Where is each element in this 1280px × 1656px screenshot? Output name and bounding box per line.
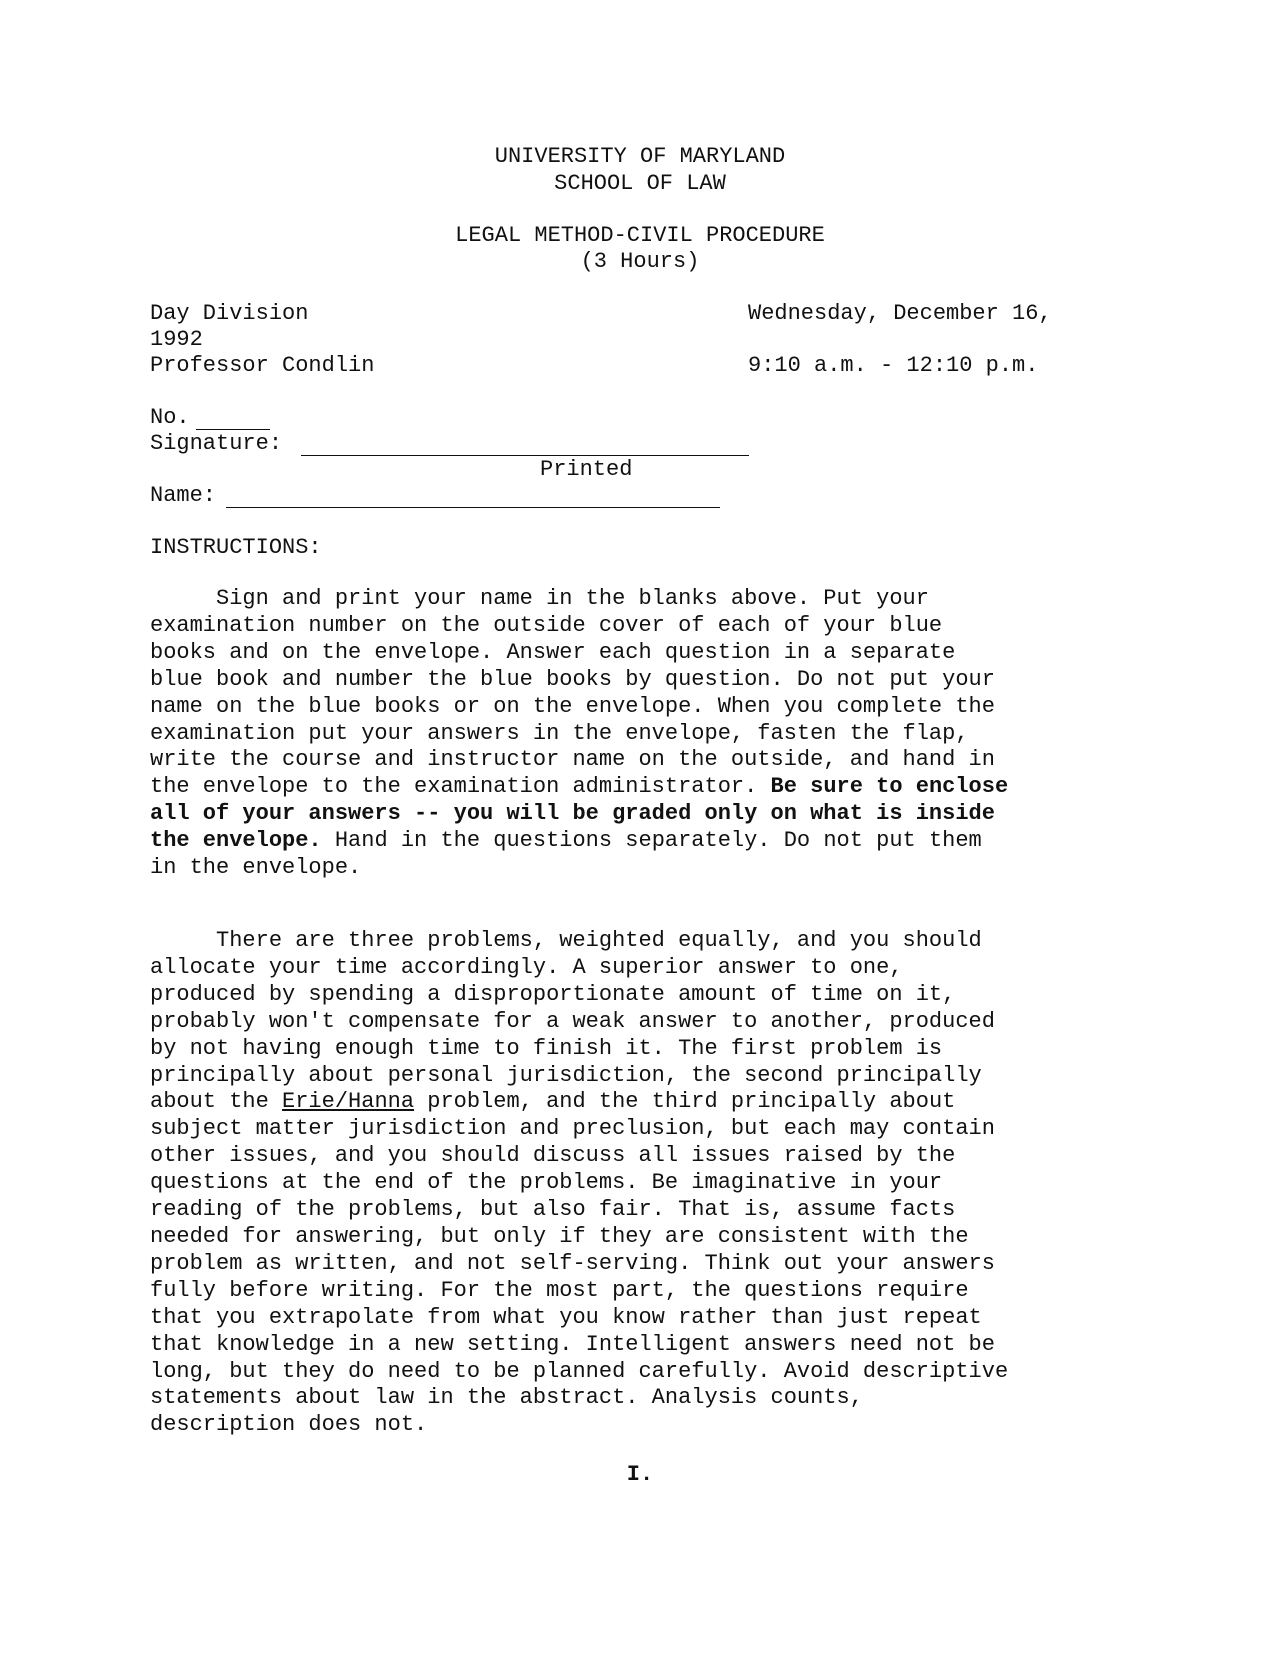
text-line: that you extrapolate from what you know rather than just repeat xyxy=(150,1304,982,1330)
exam-year: 1992 xyxy=(150,327,203,352)
text-line: problem, and the third principally about xyxy=(414,1089,956,1115)
text-line: name on the blue books or on the envelope. When you complete the xyxy=(150,693,995,719)
text-line: needed for answering, but only if they are consistent with the xyxy=(150,1223,969,1249)
exam-number-label: No. xyxy=(150,405,190,430)
section-number: I. xyxy=(626,1462,654,1487)
text-line: examination number on the outside cover of each of your blue xyxy=(150,612,943,638)
text-line: produced by spending a disproportionate amount of time on it, xyxy=(150,981,956,1007)
exam-date: Wednesday, December 16, xyxy=(748,301,1052,326)
bold-warning: the envelope. xyxy=(150,828,322,854)
text-line: statements about law in the abstract. Analysis counts, xyxy=(150,1385,863,1411)
instructions-paragraph-2 xyxy=(150,928,1140,1439)
text-line: other issues, and you should discuss all issues raised by the xyxy=(150,1143,956,1169)
text-line: fully before writing. For the most part, the questions require xyxy=(150,1277,969,1303)
signature-blank[interactable] xyxy=(301,455,749,456)
text-line: by not having enough time to finish it. The first problem is xyxy=(150,1035,943,1061)
text-line: write the course and instructor name on the outside, and hand in xyxy=(150,747,995,773)
text-line: questions at the end of the problems. Be imaginative in your xyxy=(150,1170,943,1196)
exam-duration: (3 Hours) xyxy=(580,249,700,274)
text-line: allocate your time accordingly. A superior answer to one, xyxy=(150,954,903,980)
text-line: reading of the problems, but also fair. That is, assume facts xyxy=(150,1197,956,1223)
text-line: probably won't compensate for a weak answer to another, produced xyxy=(150,1008,995,1034)
instructions-heading: INSTRUCTIONS: xyxy=(150,535,322,560)
text-line: that knowledge in a new setting. Intelligent answers need not be xyxy=(150,1331,995,1357)
text-line: blue book and number the blue books by question. Do not put your xyxy=(150,666,995,692)
name-label: Name: xyxy=(150,483,217,508)
printed-label: Printed xyxy=(540,457,633,482)
course-title: LEGAL METHOD-CIVIL PROCEDURE xyxy=(455,223,825,248)
school-name: SCHOOL OF LAW xyxy=(554,171,726,196)
text-line: description does not. xyxy=(150,1412,428,1438)
professor-name: Professor Condlin xyxy=(150,353,375,378)
bold-warning: all of your answers -- you will be graded only on what is inside xyxy=(150,801,995,827)
text-line: Sign and print your name in the blanks above. Put your xyxy=(150,586,929,611)
text-line: books and on the envelope. Answer each question in a separate xyxy=(150,639,956,665)
text-line: the envelope to the examination administrator. xyxy=(150,774,771,800)
instructions-paragraph-1 xyxy=(150,586,1140,882)
text-line: problem as written, and not self-serving. Think out your answers xyxy=(150,1250,995,1276)
text-line: subject matter jurisdiction and preclusion, but each may contain xyxy=(150,1116,995,1142)
exam-time: 9:10 a.m. - 12:10 p.m. xyxy=(748,353,1039,378)
text-line: examination put your answers in the envelope, fasten the flap, xyxy=(150,720,969,746)
case-name-underlined: Erie/Hanna xyxy=(282,1089,415,1115)
text-line: in the envelope. xyxy=(150,855,362,881)
text-line: about the xyxy=(150,1089,283,1115)
university-name: UNIVERSITY OF MARYLAND xyxy=(494,144,786,169)
text-line: Hand in the questions separately. Do not put them xyxy=(321,828,982,854)
signature-label: Signature: xyxy=(150,431,283,456)
bold-warning: Be sure to enclose xyxy=(770,774,1009,800)
text-line: long, but they do need to be planned carefully. Avoid descriptive xyxy=(150,1358,1009,1384)
division: Day Division xyxy=(150,301,309,326)
printed-name-blank[interactable] xyxy=(226,507,720,508)
text-line: principally about personal jurisdiction, the second principally xyxy=(150,1062,982,1088)
text-line: There are three problems, weighted equally, and you should xyxy=(150,928,982,953)
